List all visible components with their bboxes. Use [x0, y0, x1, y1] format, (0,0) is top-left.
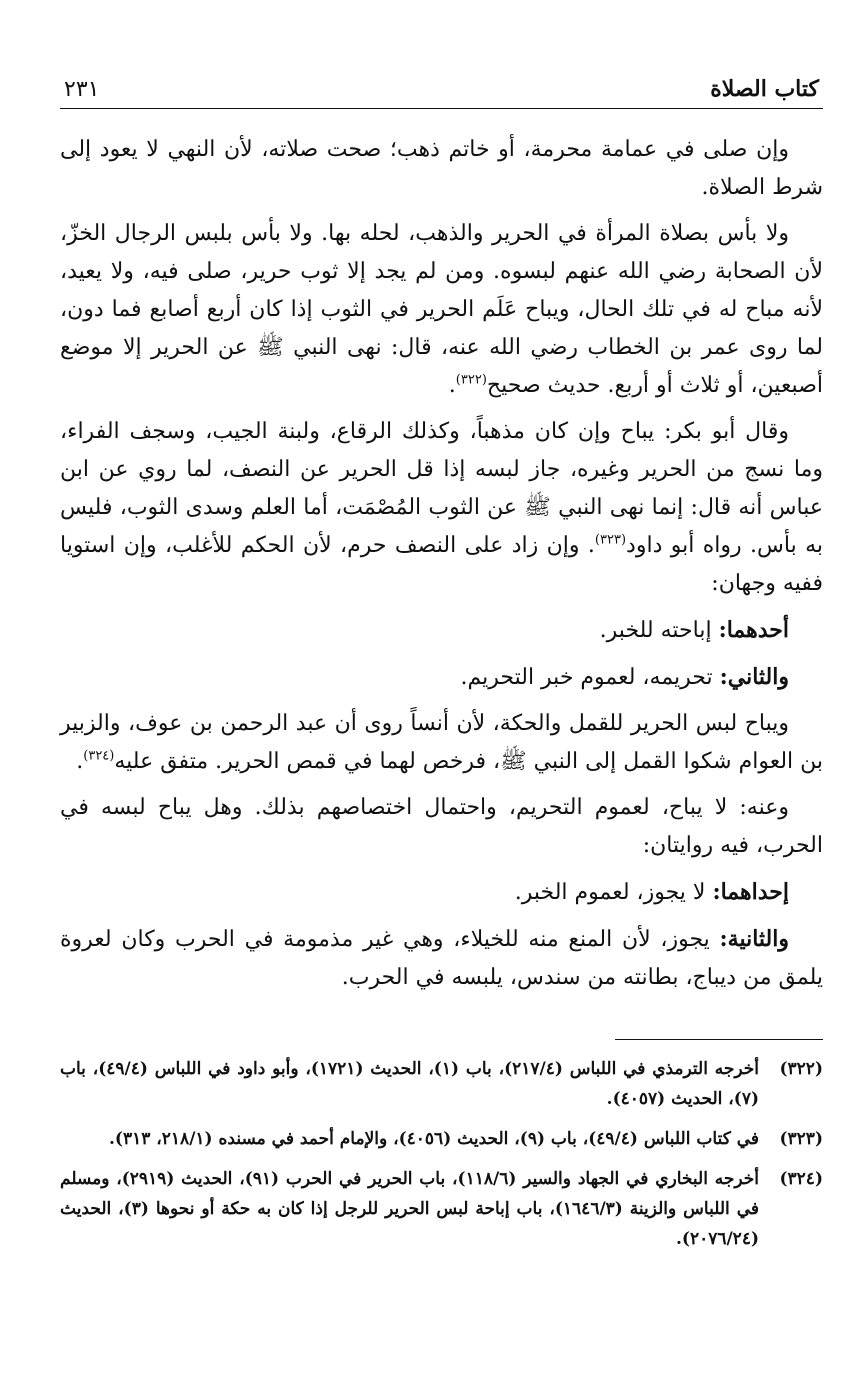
- sub-item-lead: أحدهما:: [718, 617, 789, 643]
- paragraph-text: وعنه: لا يباح، لعموم التحريم، واحتمال اختصاصهم بذلك. وهل يباح لبسه في الحرب، فيه روايتان:: [60, 795, 823, 858]
- footnote-ref[interactable]: (٣٢٢): [455, 372, 487, 388]
- paragraph-text: وقال أبو بكر: يباح وإن كان مذهباً، وكذلك الرقاع، ولبنة الجيب، وسجف الفراء، وما نسج من الحرير وغيره، جاز لبسه إذا قل الحرير عن النصف، لما روي عن ابن عباس أنه قال: إنما نهى النبي ﷺ عن الثوب المُصْمَت، أما العلم وسدى الثوب، فليس به بأس. رواه أبو داود: [60, 419, 823, 558]
- sub-item: [60, 658, 823, 697]
- sub-item-text: يجوز، لأن المنع منه للخيلاء، وهي غير مذمومة في الحرب وكان لعروة يلمق من ديباج، بطانته من سندس، يلبسه في الحرب.: [60, 927, 823, 990]
- paragraph-text: ويباح لبس الحرير للقمل والحكة، لأن أنساً روى أن عبد الرحمن بن عوف، والزبير بن العوام شكوا القمل إلى النبي ﷺ، فرخص لهما في قمص الحرير. متفق عليه: [60, 711, 823, 774]
- footnotes: [60, 1054, 823, 1254]
- paragraph: [60, 789, 823, 865]
- page-number: ٢٣١: [64, 77, 100, 102]
- chapter-title: كتاب الصلاة: [710, 76, 819, 102]
- paragraph-text: .: [448, 373, 456, 398]
- paragraph-text: .: [76, 749, 84, 774]
- sub-item-lead: والثاني:: [719, 664, 789, 690]
- sub-item-text: إباحته للخبر.: [599, 618, 719, 643]
- paragraph-text: وإن صلى في عمامة محرمة، أو خاتم ذهب؛ صحت صلاته، لأن النهي لا يعود إلى شرط الصلاة.: [60, 137, 823, 200]
- paragraph-text: ولا بأس بصلاة المرأة في الحرير والذهب، لحله بها. ولا بأس بلبس الرجال الخزّ، لأن الصحابة رضي الله عنهم لبسوه. ومن لم يجد إلا ثوب حرير، صلى فيه، ولا يعيد، لأنه مباح له في تلك الحال، ويباح عَلَم الحرير في الثوب إذا كان أربع أصابع فما دون، لما روى عمر بن الخطاب رضي الله عنه، قال: نهى النبي ﷺ عن الحرير إلا موضع أصبعين، أو ثلاث أو أربع. حديث صحيح: [60, 221, 823, 398]
- page-header: [60, 68, 823, 102]
- paragraph: [60, 131, 823, 207]
- footnote: [60, 1164, 823, 1254]
- paragraph: [60, 215, 823, 405]
- sub-item-text: تحريمه، لعموم خبر التحريم.: [460, 665, 720, 690]
- footnote: [60, 1054, 823, 1114]
- main-text: [60, 131, 823, 997]
- paragraph-text: . وإن زاد على النصف حرم، لأن الحكم للأغلب، وإن استويا ففيه وجهان:: [60, 533, 823, 596]
- footnote-number: (٣٢٢): [779, 1059, 823, 1079]
- sub-item: [60, 873, 823, 912]
- sub-item: [60, 611, 823, 650]
- footnote-number: (٣٢٣): [779, 1129, 823, 1149]
- sub-item-lead: والثانية:: [719, 926, 789, 952]
- footnote: [60, 1124, 823, 1154]
- footnote-text: أخرجه البخاري في الجهاد والسير (١١٨/٦)، باب الحرير في الحرب (٩١)، الحديث (٢٩١٩)، ومسلم في اللباس والزينة (١٦٤٦/٣)، باب إباحة لبس الحرير للرجل إذا كان به حكة أو نحوها (٣)، الحديث (٢٠٧٦/٢٤).: [60, 1169, 759, 1249]
- paragraph: [60, 705, 823, 781]
- footnote-separator: [615, 1039, 823, 1040]
- footnote-ref[interactable]: (٣٢٣): [594, 532, 627, 548]
- footnote-text: في كتاب اللباس (٤٩/٤)، باب (٩)، الحديث (٤٠٥٦)، والإمام أحمد في مسنده (٢١٨/١، ٣١٣).: [109, 1129, 759, 1149]
- sub-item-lead: إحداهما:: [712, 879, 789, 905]
- sub-item: [60, 920, 823, 997]
- sub-item-text: لا يجوز، لعموم الخبر.: [514, 880, 713, 905]
- paragraph: [60, 413, 823, 603]
- footnote-ref[interactable]: (٣٢٤): [83, 748, 115, 764]
- footnote-number: (٣٢٤): [779, 1169, 823, 1189]
- header-rule: [60, 108, 823, 109]
- footnote-text: أخرجه الترمذي في اللباس (٢١٧/٤)، باب (١)، الحديث (١٧٢١)، وأبو داود في اللباس (٤٩/٤)، باب (٧)، الحديث (٤٠٥٧).: [60, 1059, 759, 1109]
